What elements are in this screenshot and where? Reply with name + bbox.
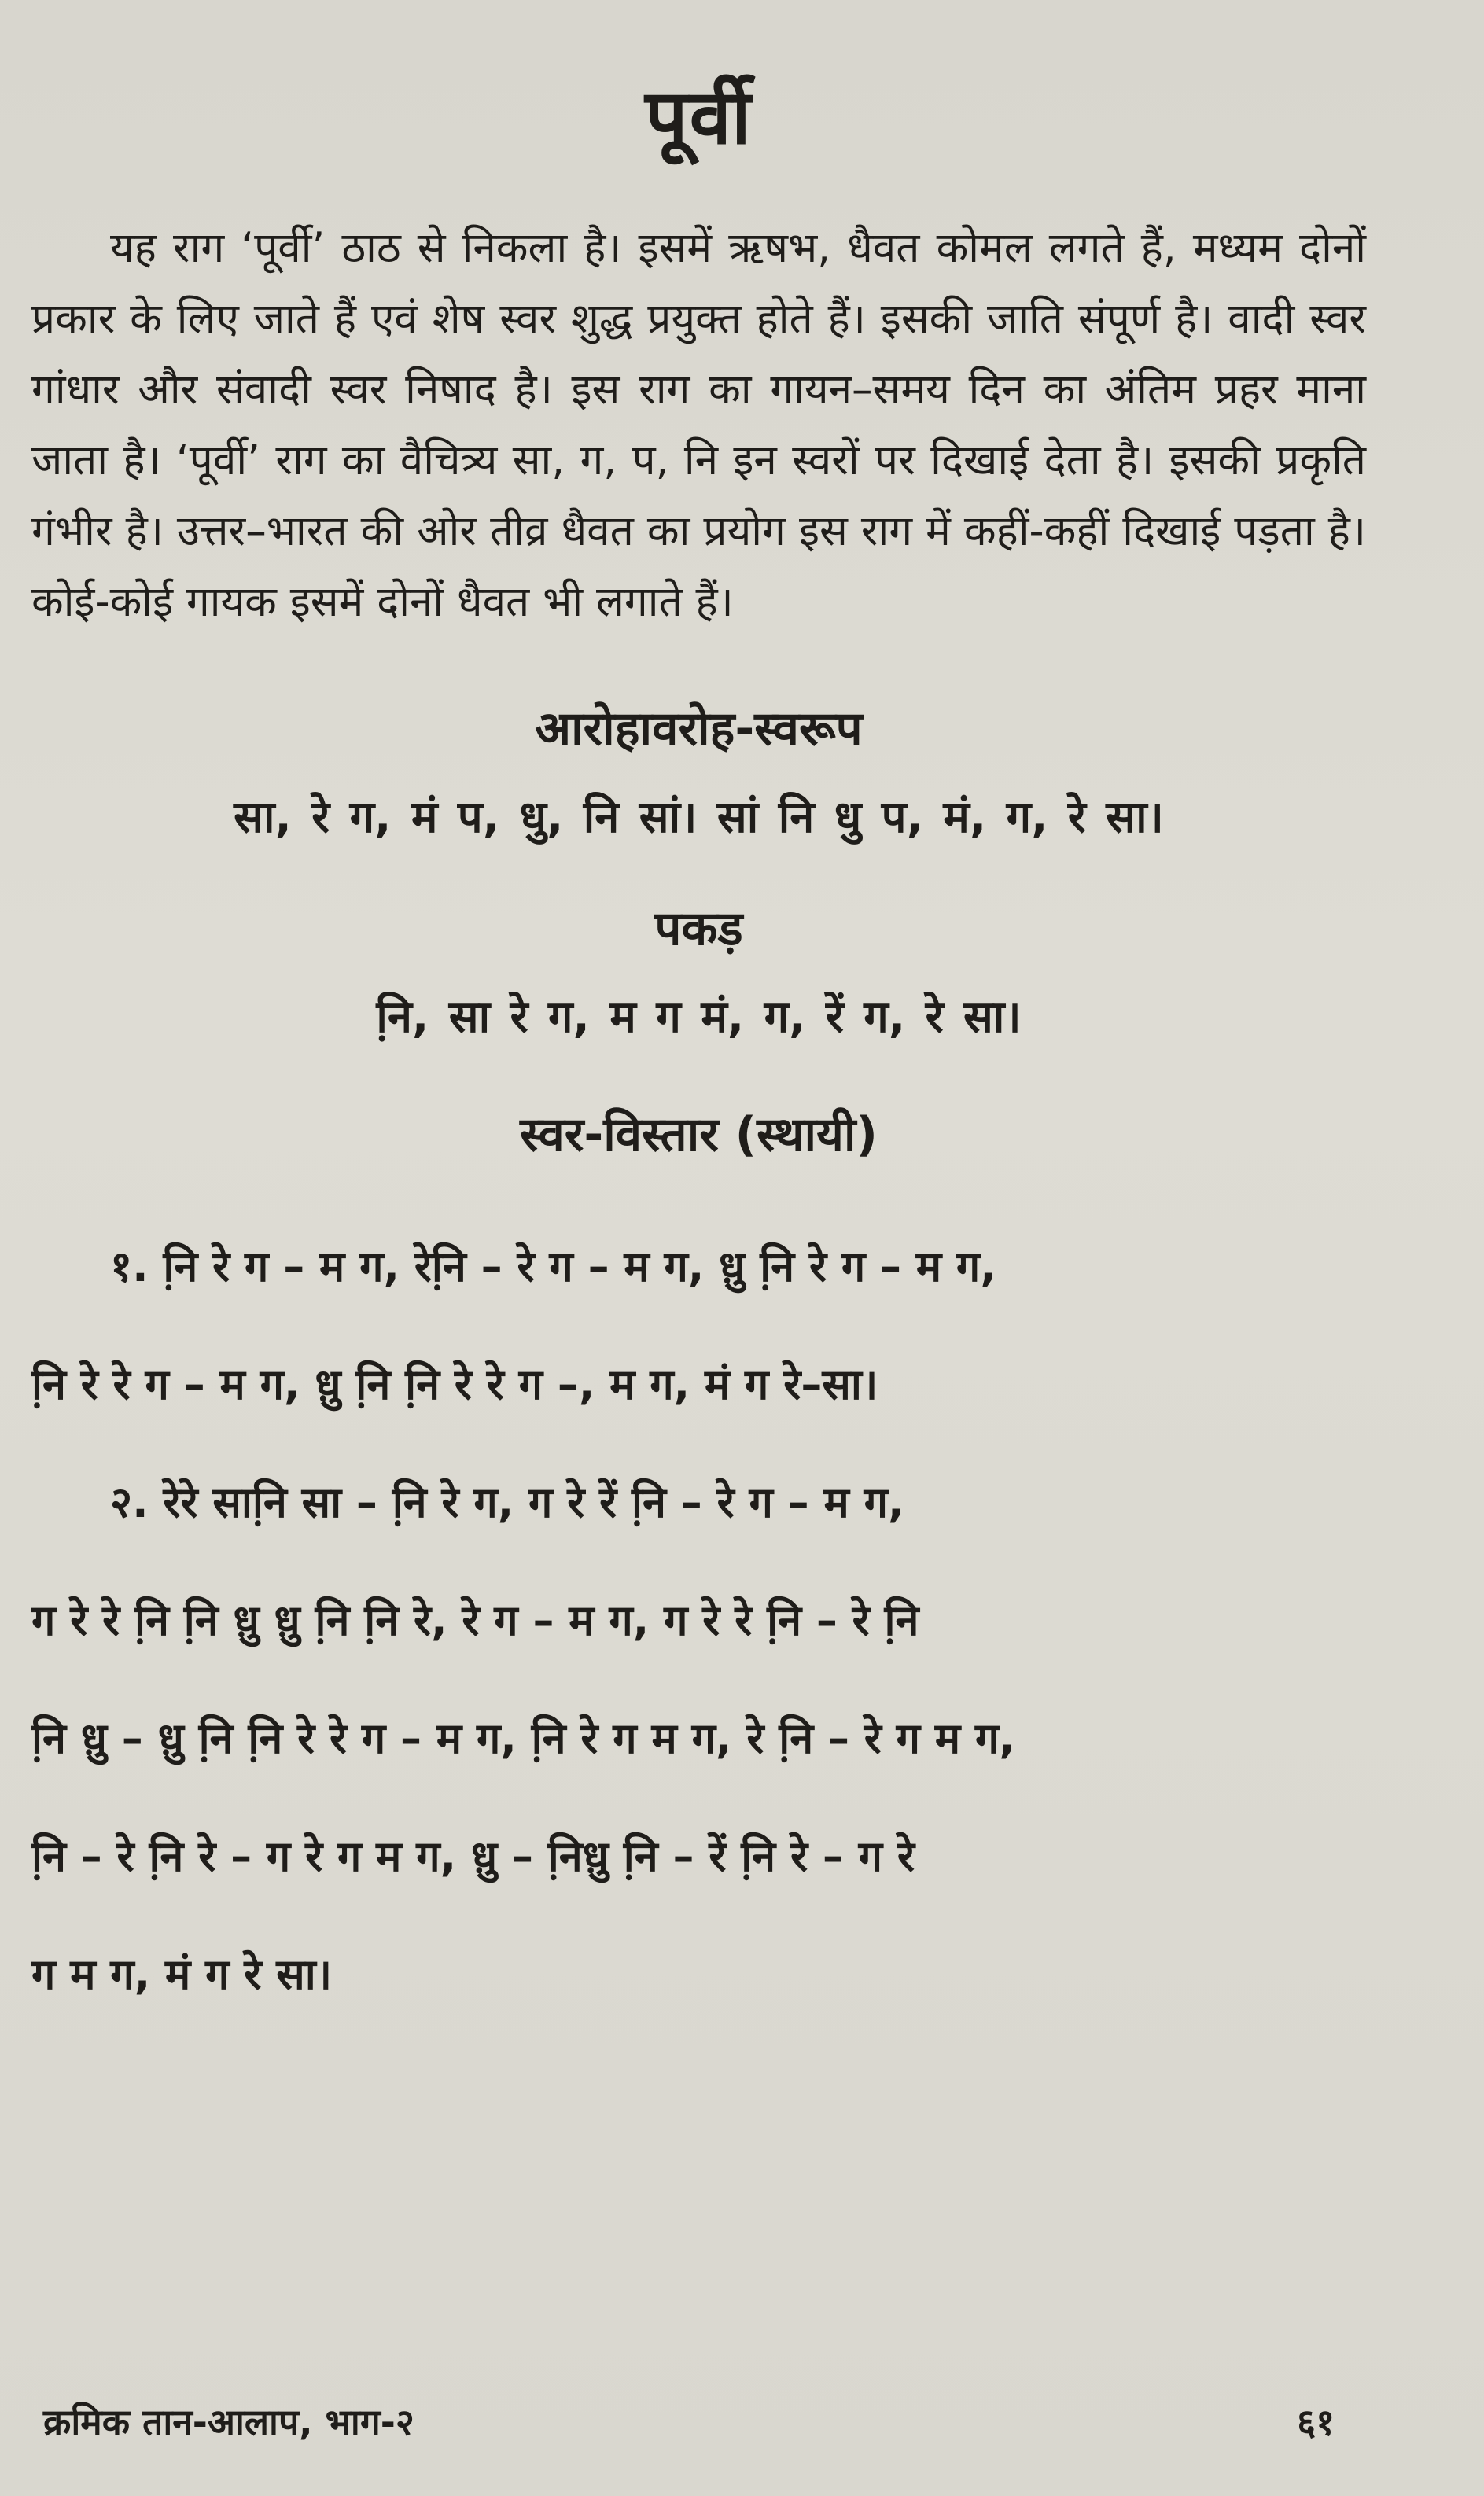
notation-line: ग म ग, मं ग रे सा। [31,1949,333,1999]
pakad-heading: पकड़ [654,901,743,956]
notation-line: २. रेरे सानि़ सा – नि़ रे ग, ग रे रें नि़ – रे ग – म ग, [110,1478,904,1527]
page-number: ६१ [1297,2401,1335,2443]
intro-paragraph: यह राग ‘पूर्वी’ ठाठ से निकला है। इसमें ऋषभ, धैवत कोमल लगते हैं, मध्यम दोनों प्रकार के लिए जाते हैं एवं शेष स्वर शुद्ध प्रयुक्त होते हैं। इसकी जाति संपूर्ण है। वादी स्वर गांधार और संवादी स्वर निषाद है। इस राग का गायन–समय दिन का अंतिम प्रहर माना जाता है। ‘पूर्वी’ राग का वैचित्र्य सा, ग, प, नि इन स्वरों पर दिखाई देता है। इसकी प्रकृति गंभीर है। उत्तर–भारत की ओर तीव्र धैवत का प्रयोग इस राग में कहीं-कहीं दिखाई पड़ता है। कोई-कोई गायक इसमें दोनों धैवत भी लगाते हैं। [31,224,1366,626]
swar-vistar-notation [31,1208,1366,2034]
notation-line: नि़ – रे नि़ रे – ग रे ग म ग, धु़ – नि़धु़ नि़ – रें नि़ रे – ग रे [31,1832,915,1881]
notation-line: नि़ रे रे ग – म ग, धु़ नि़ नि़ रे रे ग –, म ग, मं ग रे–सा। [31,1360,878,1409]
notation-line: १. नि़ रे ग – म ग, रेनि़ – रे ग – म ग, धु़ नि़ रे ग – म ग, [110,1242,996,1291]
notation-line: ग रे रे नि़ नि़ धु़ धु़ नि़ नि़ रे, रे ग – म ग, ग रे रे नि़ – रे नि़ [31,1596,919,1645]
book-title-footer: क्रमिक तान-आलाप, भाग-२ [43,2401,414,2443]
aarohavaroh-heading: आरोहावरोह-स्वरूप [535,701,863,757]
pakad-notation: नि़, सा रे ग, म ग मं, ग, रें ग, रे सा। [376,992,1022,1043]
swar-vistar-heading: स्वर-विस्तार (स्थायी) [520,1107,878,1162]
page-footer [43,2397,1335,2446]
aarohavaroh-notation: सा, रे ग, मं प, धु, नि सां। सां नि धु प, मं, ग, रे सा। [234,792,1164,843]
notation-line: नि़ धु़ – धु़ नि़ नि़ रे रे ग – म ग, नि़ रे ग म ग, रे नि़ – रे ग म ग, [31,1714,1015,1763]
page-title: पूर्वी [645,73,753,161]
